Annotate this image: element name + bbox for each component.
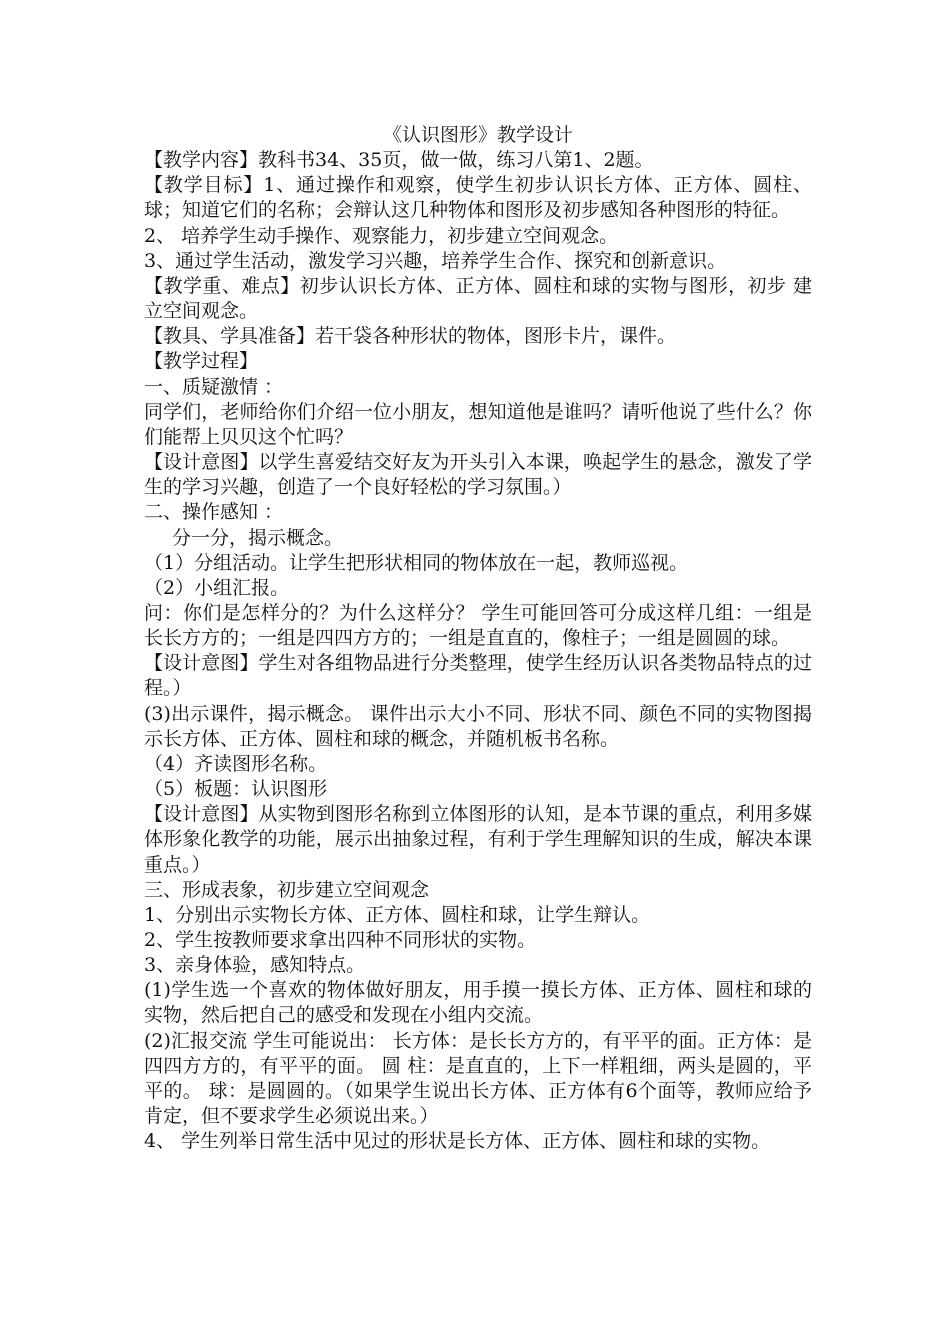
paragraph-step-1: （1）分组活动。让学生把形状相同的物体放在一起，教师巡视。: [144, 551, 689, 574]
paragraph-teaching-content: 【教学内容】教科书34、35页，做一做，练习八第1、2题。: [144, 149, 654, 172]
paragraph-teaching-goals: 【教学目标】1、通过操作和观察，使学生初步认识长方体、正方体、圆柱、球；知道它们的名称；会辩认这几种物体和图形及初步感知各种图形的特征。: [144, 174, 812, 222]
heading-section-1: 一、质疑激情 ：: [144, 375, 284, 398]
paragraph-step-5: （5）板题：认识图形: [144, 778, 328, 801]
heading-section-3: 三、形成表象，初步建立空间观念: [144, 878, 430, 901]
paragraph-item-4: 4、 学生列举日常生活中见过的形状是长方体、正方体、圆柱和球的实物。: [144, 1130, 771, 1153]
paragraph-step-3: (3)出示课件，揭示概念。 课件出示大小不同、形状不同、颜色不同的实物图揭示长方体、正方体、圆柱和球的概念，并随机板书名称。: [144, 702, 812, 750]
paragraph-sub-2: (2)汇报交流 学生可能说出： 长方体：是长长方方的，有平平的面。正方体：是四四方方的，有平平的面。 圆 柱：是直直的，上下一样粗细，两头是圆的，平平的。 球：是圆圆的。（如果学生说出长方体、正方体有6个面等，教师应给予肯定，但不要求学生必须说出来。）: [144, 1029, 812, 1128]
paragraph-design-intent-3: 【设计意图】从实物到图形名称到立体图形的认知，是本节课的重点，利用多媒体形象化教学的功能，展示出抽象过程，有利于学生理解知识的生成，解决本课重点。）: [144, 803, 812, 876]
paragraph-goal-3: 3、通过学生活动，激发学习兴趣，培养学生合作、探究和创新意识。: [144, 249, 727, 272]
paragraph-item-3: 3、亲身体验，感知特点。: [144, 954, 366, 977]
paragraph-item-1: 1、分别出示实物长方体、正方体、圆柱和球，让学生辩认。: [144, 903, 651, 926]
paragraph-key-points: 【教学重、难点】初步认识长方体、正方体、圆柱和球的实物与图形，初步 建立空间观念。: [144, 274, 812, 323]
paragraph-sort-concept: 分一分，揭示概念。: [172, 526, 344, 549]
paragraph-step-4: （4）齐读图形名称。: [144, 752, 328, 775]
paragraph-intro: 同学们，老师给你们介绍一位小朋友，想知道他是谁吗？请听他说了些什么？你们能帮上贝贝这个忙吗？: [144, 400, 812, 448]
paragraph-step-2: （2）小组汇报。: [144, 576, 290, 599]
document-page: [144, 123, 812, 1154]
paragraph-materials: 【教具、学具准备】若干袋各种形状的物体，图形卡片，课件。: [144, 325, 677, 348]
heading-section-2: 二、操作感知 ：: [144, 501, 284, 524]
paragraph-sub-1: (1)学生选一个喜欢的物体做好朋友，用手摸一摸长方体、正方体、圆柱和球的实物，然后把自己的感受和发现在小组内交流。: [144, 979, 812, 1027]
paragraph-design-intent-1: 【设计意图】以学生喜爱结交好友为开头引入本课，唤起学生的悬念，激发了学生的学习兴趣，创造了一个良好轻松的学习氛围。）: [144, 451, 812, 499]
document-title: 《认识图形》教学设计: [382, 124, 573, 146]
paragraph-item-2: 2、学生按教师要求拿出四种不同形状的实物。: [144, 929, 537, 951]
paragraph-design-intent-2: 【设计意图】学生对各组物品进行分类整理，使学生经历认识各类物品特点的过程。）: [144, 652, 812, 700]
heading-teaching-process: 【教学过程】: [144, 350, 259, 373]
paragraph-goal-2: 2、 培养学生动手操作、观察能力，初步建立空间观念。: [144, 224, 619, 247]
paragraph-question: 问：你们是怎样分的？为什么这样分？ 学生可能回答可分成这样几组：一组是长长方方的；一组是四四方方的；一组是直直的，像柱子；一组是圆圆的球。: [144, 601, 812, 650]
